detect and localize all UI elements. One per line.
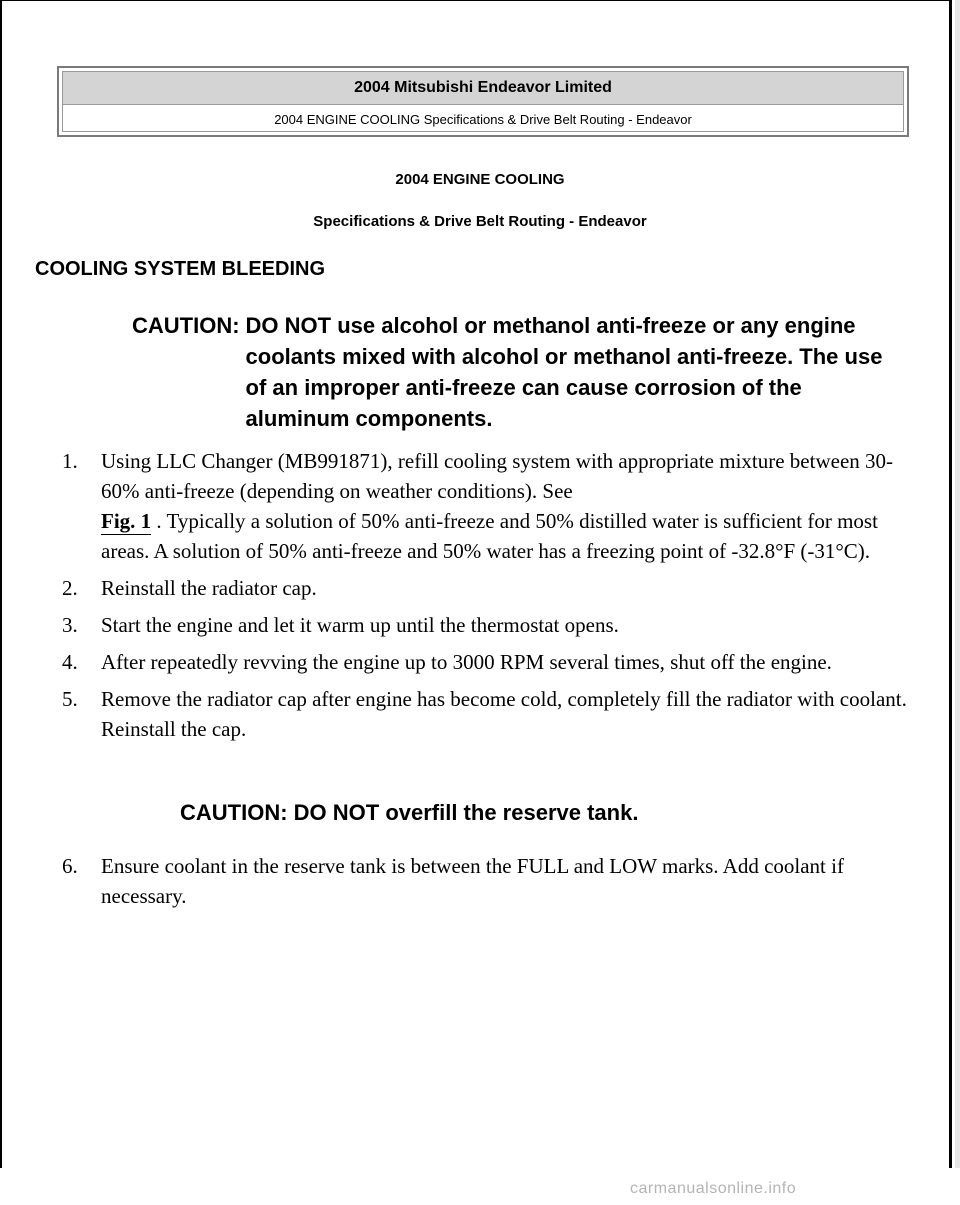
- caution-note: [132, 310, 892, 434]
- header-inner: [62, 71, 904, 132]
- list-item: [62, 647, 912, 677]
- step-number: 4.: [62, 650, 78, 674]
- step-text: Remove the radiator cap after engine has become cold, completely fill the radiator with coolant. Reinstall the cap.: [101, 687, 907, 741]
- steps-list: [62, 446, 912, 751]
- step-text: Ensure coolant in the reserve tank is between the FULL and LOW marks. Add coolant if necessary.: [101, 854, 844, 908]
- step-text: After repeatedly revving the engine up to 3000 RPM several times, shut off the engine.: [101, 650, 832, 674]
- header-subtitle: 2004 ENGINE COOLING Specifications & Drive Belt Routing - Endeavor: [274, 111, 692, 127]
- step-number: 6.: [62, 854, 78, 878]
- step-number: 2.: [62, 576, 78, 600]
- list-item: [62, 573, 912, 603]
- document-header: [57, 66, 909, 137]
- list-item: [62, 851, 912, 911]
- watermark: carmanualsonline.info: [630, 1180, 797, 1197]
- header-title: 2004 Mitsubishi Endeavor Limited: [63, 72, 903, 105]
- step-text-before: Using LLC Changer (MB991871), refill cooling system with appropriate mixture between 30-60% anti-freeze (depending on weather conditions). See: [101, 449, 894, 503]
- section-heading: COOLING SYSTEM BLEEDING: [35, 258, 326, 280]
- step-text-after: . Typically a solution of 50% anti-freeze and 50% distilled water is sufficient for most areas. A solution of 50% anti-freeze and 50% water has a freezing point of -32.8°F (-31°C).: [101, 509, 878, 563]
- step-number: 1.: [62, 449, 78, 473]
- caution-text: DO NOT use alcohol or methanol anti-freeze or any engine coolants mixed with alcohol or methanol anti-freeze. The use of an improper anti-freeze can cause corrosion of the aluminum components.: [245, 313, 883, 431]
- step-text: Reinstall the radiator cap.: [101, 576, 317, 600]
- step-text: Start the engine and let it warm up until the thermostat opens.: [101, 613, 619, 637]
- list-item: [62, 610, 912, 640]
- step-number: 5.: [62, 687, 78, 711]
- doc-subtitle: Specifications & Drive Belt Routing - Endeavor: [313, 213, 647, 230]
- steps-list-continued: [62, 851, 912, 918]
- step-number: 3.: [62, 613, 78, 637]
- caution-note-reserve-tank: CAUTION: DO NOT overfill the reserve tank.: [180, 800, 639, 825]
- step-text: [101, 446, 912, 566]
- caution-label: CAUTION:: [132, 313, 240, 338]
- list-item: [62, 684, 912, 744]
- fig-1-link[interactable]: Fig. 1: [101, 509, 152, 533]
- doc-title: 2004 ENGINE COOLING: [395, 171, 565, 188]
- list-item: [62, 446, 912, 566]
